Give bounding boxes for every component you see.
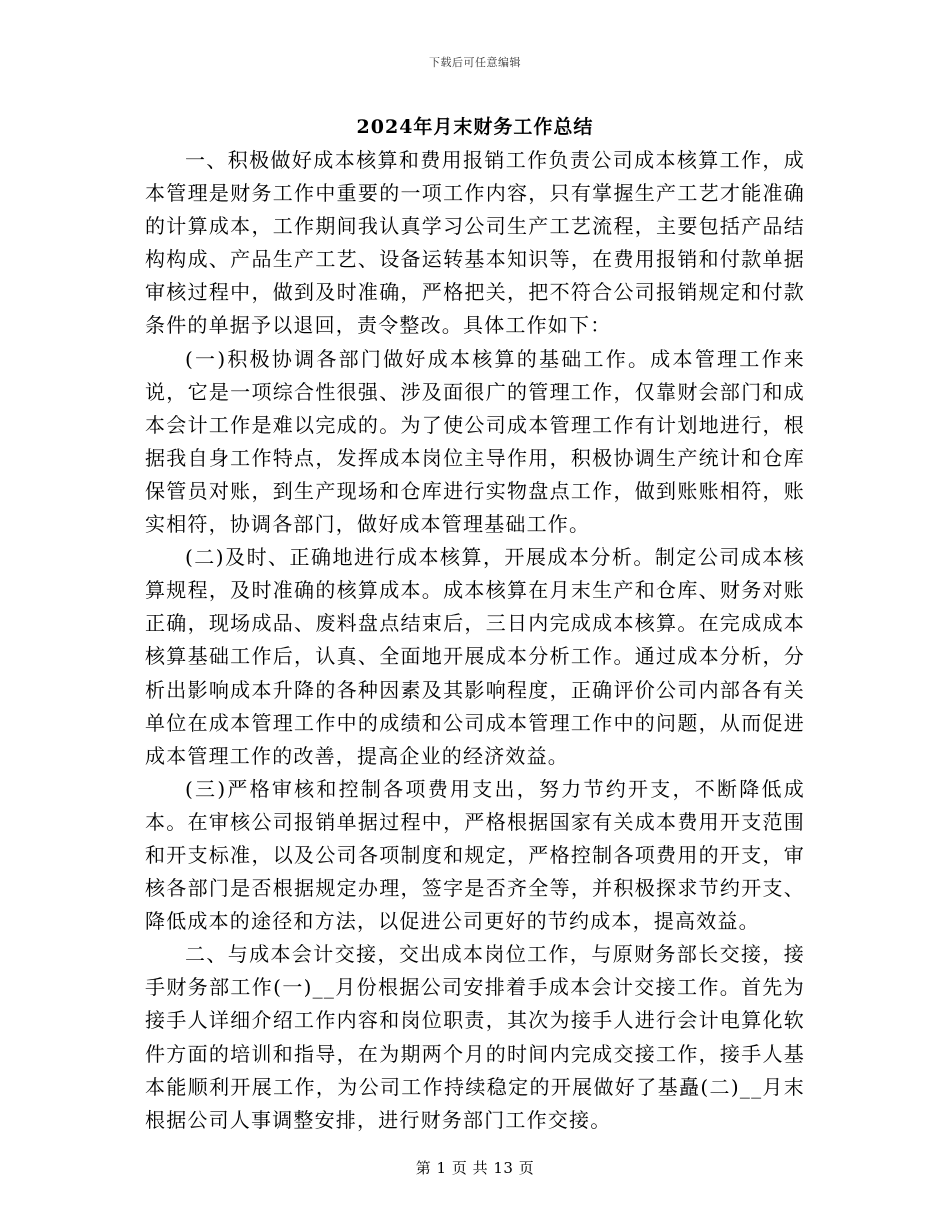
paragraph-item-2: (二)及时、正确地进行成本核算，开展成本分析。制定公司成本核算规程，及时准确的核算成本。成本核算在月末生产和仓库、财务对账正确，现场成品、废料盘点结束后，三日内完成成本核算。在完成成本核算基础工作后，认真、全面地开展成本分析工作。通过成本分析，分析出影响成本升降的各种因素及其影响程度，正确评价公司内部各有关单位在成本管理工作中的成绩和公司成本管理工作中的问题，从而促进成本管理工作的改善，提高企业的经济效益。: [145, 545, 805, 768]
paragraph-section-1: 一、积极做好成本核算和费用报销工作负责公司成本核算工作，成本管理是财务工作中重要的一项工作内容，只有掌握生产工艺才能准确的计算成本，工作期间我认真学习公司生产工艺流程，主要包括产品结构构成、产品生产工艺、设备运转基本知识等，在费用报销和付款单据审核过程中，做到及时准确，严格把关，把不符合公司报销规定和付款条件的单据予以退回，责令整改。具体工作如下：: [145, 148, 805, 338]
page-number: 第 1 页 共 13 页: [415, 1159, 535, 1177]
paragraph-item-1: (一)积极协调各部门做好成本核算的基础工作。成本管理工作来说，它是一项综合性很强、涉及面很广的管理工作，仅靠财会部门和成本会计工作是难以完成的。为了使公司成本管理工作有计划地进行，根据我自身工作特点，发挥成本岗位主导作用，积极协调生产统计和仓库保管员对账，到生产现场和仓库进行实物盘点工作，做到账账相符，账实相符，协调各部门，做好成本管理基础工作。: [145, 346, 805, 537]
document-body: [145, 144, 805, 1137]
paragraph-item-3: (三)严格审核和控制各项费用支出，努力节约开支，不断降低成本。在审核公司报销单据过程中，严格根据国家有关成本费用开支范围和开支标准，以及公司各项制度和规定，严格控制各项费用的开支，审核各部门是否根据规定办理，签字是否齐全等，并积极探求节约开支、降低成本的途径和方法，以促进公司更好的节约成本，提高效益。: [145, 776, 805, 934]
header-note: 下载后可任意编辑: [429, 56, 521, 69]
paragraph-section-2: 二、与成本会计交接，交出成本岗位工作，与原财务部长交接，接手财务部工作(一)__月份根据公司安排着手成本会计交接工作。首先为接手人详细介绍工作内容和岗位职责，其次为接手人进行会计电算化软件方面的培训和指导，在为期两个月的时间内完成交接工作，接手人基本能顺利开展工作，为公司工作持续稳定的开展做好了基矗(二)__月末根据公司人事调整安排，进行财务部门工作交接。: [145, 942, 805, 1132]
document-title: 2024年月末财务工作总结: [356, 116, 594, 138]
